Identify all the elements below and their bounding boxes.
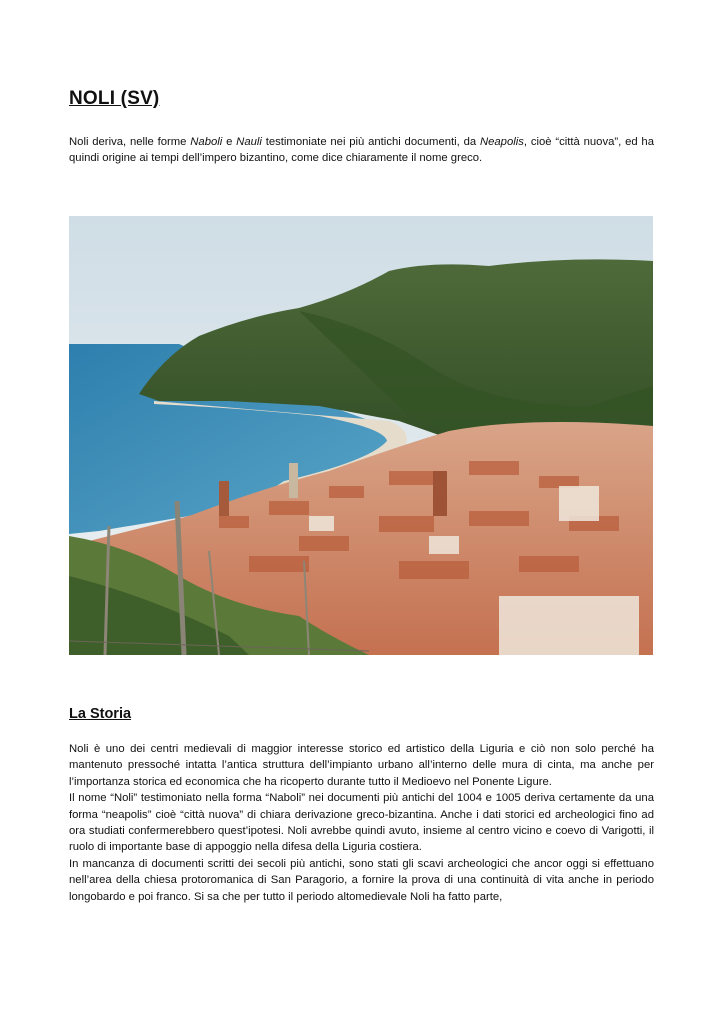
- intro-text-1: Noli deriva, nelle forme: [69, 136, 191, 148]
- intro-nauli: Nauli: [236, 136, 262, 148]
- noli-panorama-photo: [69, 216, 653, 655]
- page-title: NOLI (SV): [69, 88, 160, 109]
- section-paragraph: In mancanza di documenti scritti dei secoli più antichi, sono stati gli scavi archeologici che ancor oggi si effettuano nell’area della chiesa protoromanica di San Paragorio, a fornire la prova di una continuità di vita anche in periodo longobardo e poi franco. Si sa che per tutto il periodo altomedievale Noli ha fatto parte,: [69, 857, 654, 903]
- section-body: [69, 741, 654, 905]
- section-paragraph: Il nome “Noli” testimoniato nella forma “Naboli” nei documenti più antichi del 1004 e 1005 deriva certamente da una forma “neapolis” cioè “città nuova” di chiara derivazione greco-bizantina. Anche i dati storici ed archeologici fino ad ora studiati confermerebbero quest’ipotesi. Noli avrebbe quindi avuto, insieme al centro vicino e coevo di Varigotti, il ruolo di importante base di appoggio nella difesa della Liguria costiera.: [69, 792, 654, 854]
- intro-text-2: testimoniate nei più antichi documenti, da: [261, 136, 480, 148]
- intro-naboli: Naboli: [190, 136, 223, 148]
- intro-text-e: e: [222, 136, 237, 148]
- intro-text-3: , cioè “città nuova”, ed ha quindi origine ai tempi dell’impero bizantino, come dice chiaramente il nome greco.: [69, 136, 655, 165]
- intro-paragraph: [69, 134, 654, 167]
- section-paragraph: Noli è uno dei centri medievali di maggior interesse storico ed artistico della Liguria e ciò non solo perché ha mantenuto pressoché intatta l’antica struttura dell’impianto urbano all’interno delle mura di cinta, ma anche per l’importanza storica ed economica che ha ricoperto durante tutto il Medioevo nel Ponente Ligure.: [69, 743, 654, 788]
- section-heading: La Storia: [69, 706, 132, 722]
- intro-neapolis: Neapolis: [479, 136, 524, 148]
